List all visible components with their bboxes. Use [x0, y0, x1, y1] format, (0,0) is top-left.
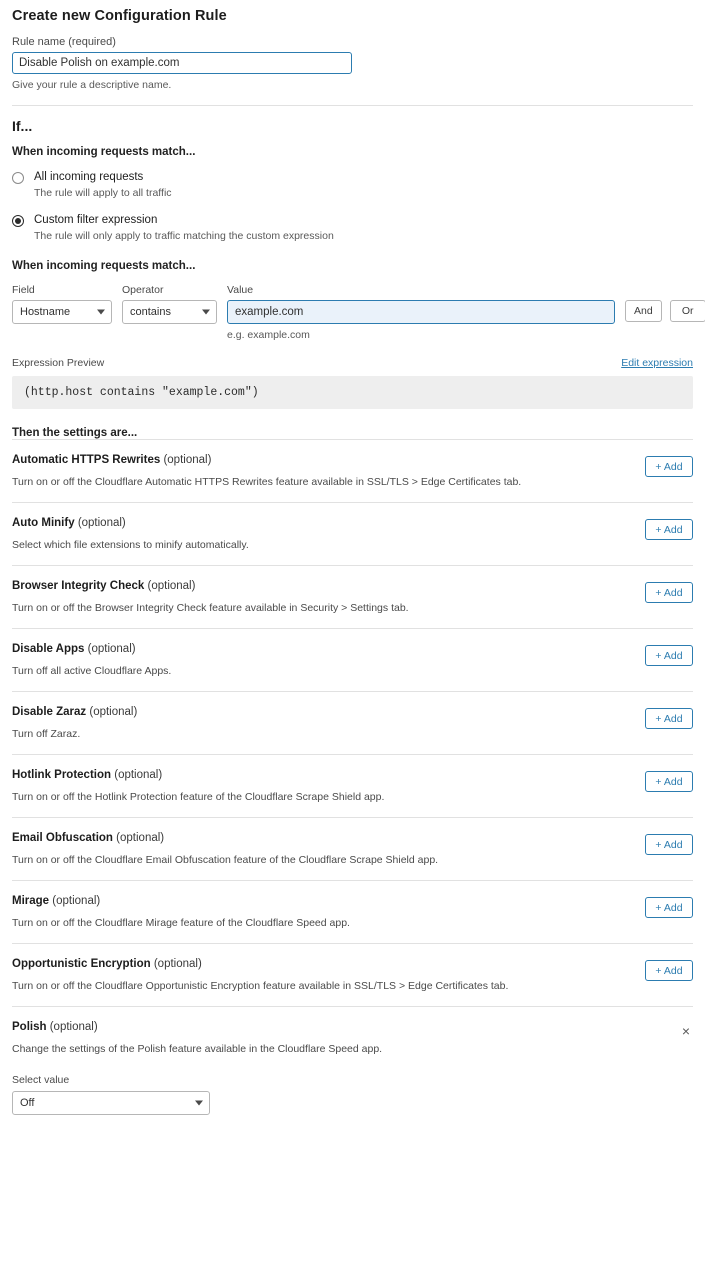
radio-icon-all-requests[interactable] [12, 172, 24, 184]
field-label: Field [12, 284, 35, 296]
setting-description: Turn on or off the Cloudflare Mirage feature of the Cloudflare Speed app. [12, 917, 350, 929]
value-label: Value [227, 284, 254, 296]
radio-option-all-requests[interactable] [12, 170, 693, 199]
rule-name-label: Rule name (required) [12, 36, 116, 48]
setting-row-email-obfuscation [12, 817, 693, 880]
add-button[interactable]: + Add [645, 456, 693, 477]
setting-row-auto-minify [12, 502, 693, 565]
value-hint: e.g. example.com [227, 329, 310, 341]
chevron-down-icon [97, 310, 105, 315]
add-button[interactable]: + Add [645, 582, 693, 603]
setting-row-disable-zaraz [12, 691, 693, 754]
setting-description: Turn on or off the Browser Integrity Check feature available in Security > Settings tab. [12, 602, 409, 614]
setting-row-hotlink-protection [12, 754, 693, 817]
field-column [12, 284, 112, 324]
setting-row-opportunistic-encryption [12, 943, 693, 1006]
setting-row-browser-integrity-check [12, 565, 693, 628]
expression-preview-box: (http.host contains "example.com") [12, 376, 693, 409]
setting-row-disable-apps [12, 628, 693, 691]
rule-name-input[interactable] [12, 52, 352, 74]
expression-preview-label: Expression Preview [12, 357, 105, 369]
expression-preview-header [12, 357, 693, 369]
radio-label-custom-filter: Custom filter expression [34, 214, 158, 226]
and-or-buttons [625, 284, 705, 322]
rule-name-helper: Give your rule a descriptive name. [12, 79, 172, 91]
setting-description: Turn on or off the Cloudflare Email Obfuscation feature of the Cloudflare Scrape Shield app. [12, 854, 439, 866]
chevron-down-icon [202, 310, 210, 315]
add-button[interactable]: + Add [645, 897, 693, 918]
edit-expression-link[interactable]: Edit expression [621, 357, 693, 369]
operator-select[interactable] [122, 300, 217, 324]
radio-desc-all-requests: The rule will apply to all traffic [34, 187, 172, 199]
radio-icon-custom-filter[interactable] [12, 215, 24, 227]
setting-title: Email Obfuscation (optional) [12, 832, 165, 844]
add-button[interactable]: + Add [645, 834, 693, 855]
field-select[interactable] [12, 300, 112, 324]
polish-value-select[interactable] [12, 1091, 210, 1115]
add-button[interactable]: + Add [645, 708, 693, 729]
page-title: Create new Configuration Rule [12, 8, 227, 24]
setting-title: Browser Integrity Check (optional) [12, 580, 196, 592]
expression-builder-row [12, 284, 693, 341]
operator-select-value: contains [130, 306, 171, 318]
setting-title: Disable Apps (optional) [12, 643, 136, 655]
radio-desc-custom-filter: The rule will only apply to traffic matching the custom expression [34, 230, 334, 242]
setting-row-polish [12, 1006, 693, 1121]
setting-title: Polish (optional) [12, 1021, 98, 1033]
chevron-down-icon [195, 1101, 203, 1106]
field-select-value: Hostname [20, 306, 71, 318]
and-button[interactable]: And [625, 300, 662, 322]
setting-description: Turn off Zaraz. [12, 728, 81, 740]
setting-title: Opportunistic Encryption (optional) [12, 958, 202, 970]
add-button[interactable]: + Add [645, 771, 693, 792]
select-value-label: Select value [12, 1074, 70, 1086]
setting-description: Turn off all active Cloudflare Apps. [12, 665, 172, 677]
match-heading: When incoming requests match... [12, 146, 196, 158]
setting-description: Turn on or off the Cloudflare Opportunistic Encryption feature available in SSL/TLS > Edge Certificates tab. [12, 980, 509, 992]
value-input[interactable] [227, 300, 615, 324]
setting-description: Change the settings of the Polish feature available in the Cloudflare Speed app. [12, 1043, 383, 1055]
add-button[interactable]: + Add [645, 519, 693, 540]
setting-row-mirage [12, 880, 693, 943]
operator-label: Operator [122, 284, 164, 296]
if-section-heading: If... [12, 118, 33, 134]
close-icon[interactable]: × [681, 1023, 691, 1039]
setting-title: Automatic HTTPS Rewrites (optional) [12, 454, 212, 466]
setting-title: Disable Zaraz (optional) [12, 706, 138, 718]
add-button[interactable]: + Add [645, 960, 693, 981]
radio-option-custom-filter[interactable] [12, 213, 693, 242]
add-button[interactable]: + Add [645, 645, 693, 666]
setting-title: Hotlink Protection (optional) [12, 769, 163, 781]
setting-description: Turn on or off the Cloudflare Automatic HTTPS Rewrites feature available in SSL/TLS > Edge Certificates tab. [12, 476, 522, 488]
expression-builder-heading: When incoming requests match... [12, 260, 196, 272]
setting-description: Select which file extensions to minify automatically. [12, 539, 249, 551]
value-column [227, 284, 615, 341]
configuration-rule-page [0, 8, 705, 1121]
divider-top [12, 105, 693, 106]
setting-title: Auto Minify (optional) [12, 517, 126, 529]
operator-column [122, 284, 217, 324]
setting-title: Mirage (optional) [12, 895, 101, 907]
polish-value-text: Off [20, 1097, 35, 1109]
or-button[interactable]: Or [670, 300, 705, 322]
then-section-heading: Then the settings are... [12, 427, 138, 439]
radio-label-all-requests: All incoming requests [34, 171, 144, 183]
setting-description: Turn on or off the Hotlink Protection feature of the Cloudflare Scrape Shield app. [12, 791, 385, 803]
rule-name-group [12, 36, 693, 91]
setting-row-automatic-https-rewrites [12, 439, 693, 502]
